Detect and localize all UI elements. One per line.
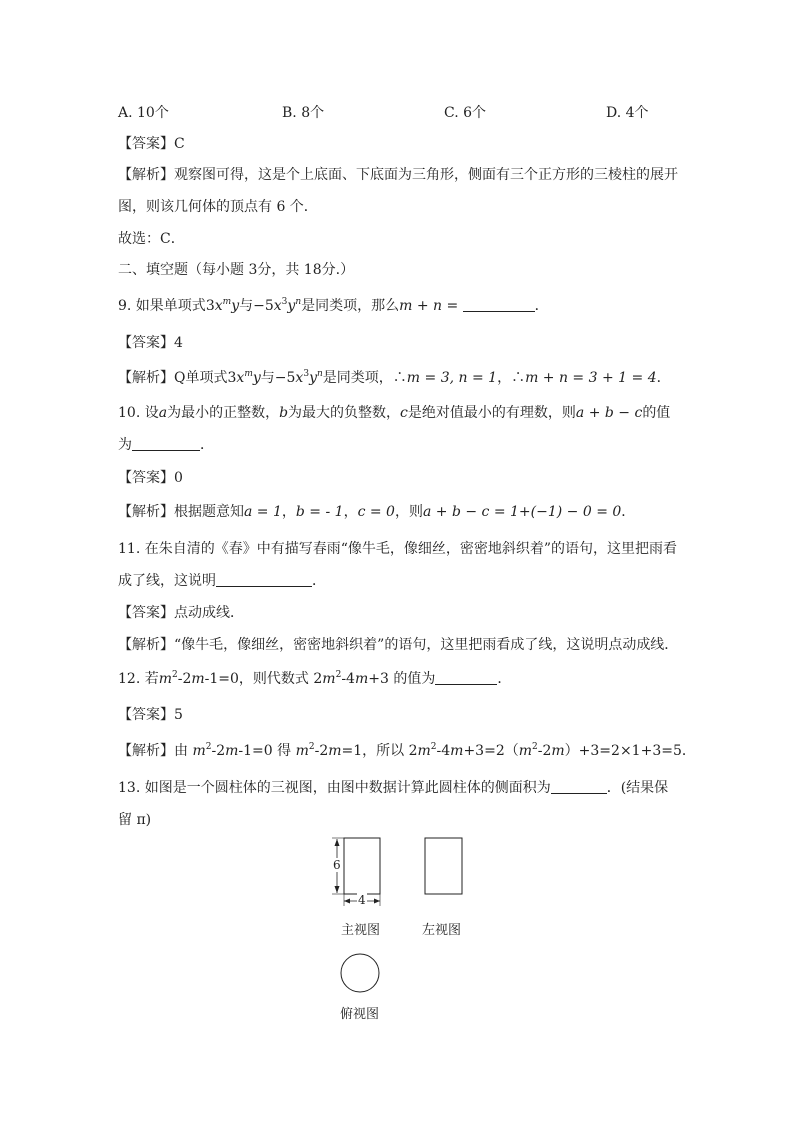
option-d: D. 4个 (606, 105, 649, 121)
q11-analysis: 【解析】“像牛毛，像细丝，密密地斜织着”的语句，这里把雨看成了线，这说明点动成线． (118, 637, 679, 653)
arrow-left-icon (344, 899, 350, 904)
q9-answer: 【答案】4 (118, 335, 183, 351)
question-12: 12. 若$m^2-2m-1=0$，则代数式 $2m^2-4m+3$ 的值为 ． (118, 670, 512, 687)
question-9: 9. 如果单项式$3x^my$与$-5x^3y^n$是同类项，那么m + n = ． (118, 297, 549, 314)
top-view-label: 俯视图 (340, 1007, 380, 1022)
height-label: 6 (333, 858, 341, 872)
q10-answer: 【答案】0 (118, 470, 183, 486)
left-view-rect (425, 838, 462, 894)
question-10-line1: 10. 设a为最小的正整数，b为最大的负整数，c是绝对值最小的有理数，则a + b − c的值 (118, 405, 671, 421)
question-11-line1: 11. 在朱自清的《春》中有描写春雨“像牛毛，像细丝，密密地斜织着”的语句，这里把雨看 (118, 541, 678, 557)
section-title: 二、填空题（每小题 3分，共 18分.） (118, 262, 355, 278)
left-view-label: 左视图 (422, 923, 462, 938)
option-c: C. 6个 (444, 105, 487, 121)
front-view-label: 主视图 (341, 923, 381, 938)
q8-analysis-line2: 图，则该几何体的顶点有 6 个． (118, 199, 318, 215)
q9-analysis: 【解析】Q单项式$3x^my$与$-5x^3y^n$是同类项，∴m = 3, n = 1，∴m + n = 3 + 1 = 4． (118, 369, 671, 386)
question-13-line2: 留 π) (118, 812, 152, 828)
q10-analysis: 【解析】根据题意知a = 1，b = - 1，c = 0，则a + b − c = 1+(−1) − 0 = 0． (118, 504, 636, 520)
question-13-line1: 13. 如图是一个圆柱体的三视图，由图中数据计算此圆柱体的侧面积为 ．(结果保 (118, 780, 669, 796)
q12-analysis: 【解析】由 $m^2-2m-1=0$ 得 $m^2-2m=1$，所以 $2m^2-4m+3=2(m^2-2m)+3=2\times 1+3=5$． (118, 742, 696, 759)
question-11-line2: 成了线，这说明 ． (118, 573, 326, 589)
q8-analysis-line1: 【解析】观察图可得，这是个上底面、下底面为三角形，侧面有三个正方形的三棱柱的展开 (118, 167, 678, 183)
q8-answer: 【答案】C (118, 136, 185, 152)
option-b: B. 8个 (282, 105, 325, 121)
width-label: 4 (358, 893, 366, 907)
arrow-down-icon (335, 886, 340, 893)
top-view-circle (341, 954, 379, 992)
option-a: A. 10个 (118, 105, 169, 121)
front-view-rect (344, 838, 380, 894)
q12-answer: 【答案】5 (118, 707, 183, 723)
question-10-line2: 为 ． (118, 437, 214, 453)
arrow-right-icon (374, 899, 380, 904)
arrow-up-icon (335, 839, 340, 846)
q8-choose: 故选：C． (118, 231, 185, 247)
q11-answer: 【答案】点动成线． (118, 605, 244, 621)
